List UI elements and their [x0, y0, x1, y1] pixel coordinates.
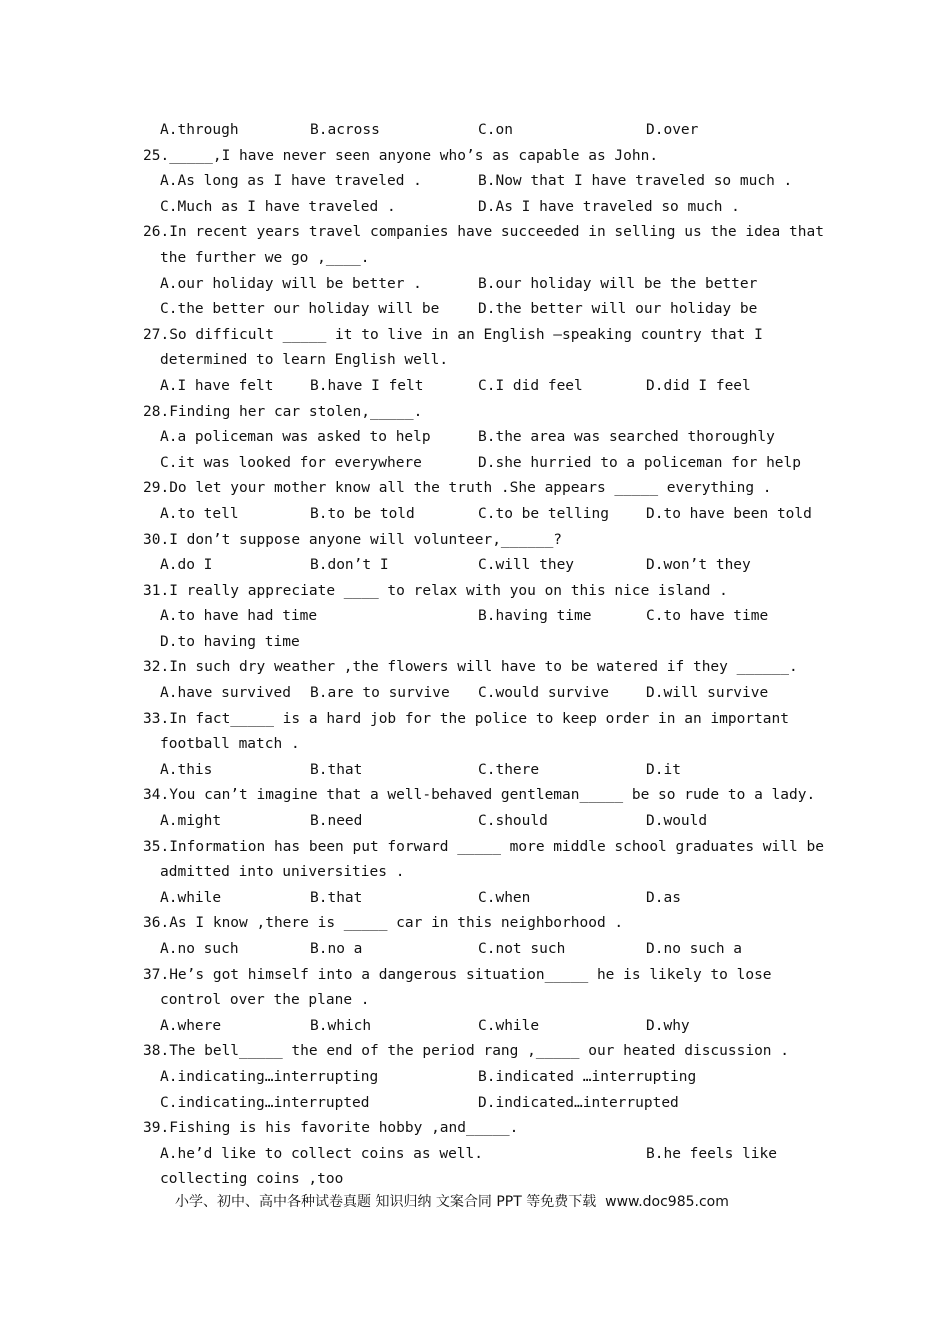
q27-stem-1-text-0: 27.So difficult _____ it to live in an English –speaking country that I	[143, 326, 763, 343]
q30-options	[0, 553, 950, 579]
q25-stem-text-0: 25._____,I have never seen anyone who’s as capable as John.	[143, 147, 659, 164]
q33-stem-2	[0, 732, 950, 758]
q37-options-text-2: C.while	[478, 1017, 540, 1034]
q35-stem-2	[0, 860, 950, 886]
q29-options-text-0: A.to tell	[160, 505, 239, 522]
q33-stem-1	[0, 707, 950, 733]
q34-options-text-3: D.would	[646, 813, 708, 830]
q26-options-1	[0, 272, 950, 298]
q29-options	[0, 502, 950, 528]
q28-options-1	[0, 425, 950, 451]
q38-options-2-text-1: D.indicated…interrupted	[478, 1094, 679, 1111]
q34-options-text-0: A.might	[160, 813, 222, 830]
q26-options-1-text-1: B.our holiday will be the better	[478, 275, 758, 292]
q34-options-text-2: C.should	[478, 813, 548, 830]
q25-options-2	[0, 195, 950, 221]
q28-stem	[0, 400, 950, 426]
q38-options-1-text-1: B.indicated …interrupting	[478, 1068, 697, 1085]
q33-options-text-1: B.that	[310, 761, 363, 778]
q30-stem	[0, 528, 950, 554]
q39-options-1-text-1: B.he feels like	[646, 1145, 777, 1162]
q37-stem-2	[0, 988, 950, 1014]
q36-options-text-0: A.no such	[160, 941, 239, 957]
q38-options-1	[0, 1065, 950, 1091]
q33-stem-1-text-0: 33.In fact_____ is a hard job for the police to keep order in an important	[143, 710, 790, 727]
q24-options-text-1: B.across	[310, 122, 380, 138]
q33-options-text-3: D.it	[646, 761, 681, 778]
q32-stem	[0, 655, 950, 681]
q39-options-2-text-0: collecting coins ,too	[160, 1171, 344, 1188]
q29-options-text-1: B.to be told	[310, 505, 415, 522]
q34-options-text-1: B.need	[310, 813, 363, 830]
q26-options-2	[0, 297, 950, 323]
q25-options-2-text-0: C.Much as I have traveled .	[160, 198, 396, 215]
q26-stem-1-text-0: 26.In recent years travel companies have succeeded in selling us the idea that	[143, 224, 824, 241]
q37-options	[0, 1014, 950, 1040]
q36-options-text-3: D.no such a	[646, 941, 743, 957]
q26-stem-2	[0, 246, 950, 272]
q27-options-text-0: A.I have felt	[160, 377, 274, 394]
q32-options-text-0: A.have survived	[160, 685, 291, 702]
q27-options-text-3: D.did I feel	[646, 377, 751, 394]
q28-options-2	[0, 451, 950, 477]
q31-stem-text-0: 31.I really appreciate ____ to relax with you on this nice island .	[143, 582, 728, 599]
q26-stem-2-text-0: the further we go ,____.	[160, 249, 370, 266]
q36-stem-text-0: 36.As I know ,there is _____ car in this neighborhood .	[143, 915, 624, 932]
q26-options-2-text-0: C.the better our holiday will be	[160, 301, 440, 318]
q37-options-text-0: A.where	[160, 1017, 222, 1034]
footer-watermark: 小学、初中、高中各种试卷真题 知识归纳 文案合同 PPT 等免费下载 www.doc985.com	[175, 1194, 729, 1210]
q36-options-text-1: B.no a	[310, 941, 363, 957]
q28-options-1-text-0: A.a policeman was asked to help	[160, 429, 431, 446]
q37-options-text-3: D.why	[646, 1017, 690, 1034]
q25-options-2-text-1: D.As I have traveled so much .	[478, 198, 740, 215]
q39-stem-text-0: 39.Fishing is his favorite hobby ,and_____.	[143, 1120, 519, 1137]
q30-options-text-2: C.will they	[478, 557, 575, 574]
q33-options	[0, 758, 950, 784]
q26-options-1-text-0: A.our holiday will be better .	[160, 275, 422, 292]
q30-stem-text-0: 30.I don’t suppose anyone will volunteer,______?	[143, 531, 563, 548]
q32-options	[0, 681, 950, 707]
q35-options-text-1: B.that	[310, 889, 363, 906]
q31-options-1	[0, 604, 950, 630]
q33-options-text-2: C.there	[478, 761, 540, 778]
q37-options-text-1: B.which	[310, 1017, 372, 1034]
q24-options-text-3: D.over	[646, 122, 699, 138]
q35-stem-2-text-0: admitted into universities .	[160, 864, 405, 881]
q28-options-2-text-0: C.it was looked for everywhere	[160, 454, 422, 471]
q27-options-text-1: B.have I felt	[310, 377, 424, 394]
q37-stem-1	[0, 963, 950, 989]
q28-stem-text-0: 28.Finding her car stolen,_____.	[143, 403, 423, 420]
q29-options-text-2: C.to be telling	[478, 505, 609, 522]
q29-options-text-3: D.to have been told	[646, 505, 812, 522]
q32-options-text-2: C.would survive	[478, 685, 609, 702]
q24-options-text-2: C.on	[478, 122, 513, 138]
q31-options-2-text-0: D.to having time	[160, 633, 300, 650]
q35-stem-1	[0, 835, 950, 861]
q36-stem	[0, 911, 950, 937]
q31-options-1-text-1: B.having time	[478, 608, 592, 625]
q24-options-text-0: A.through	[160, 122, 239, 138]
q32-stem-text-0: 32.In such dry weather ,the flowers will have to be watered if they ______.	[143, 659, 798, 676]
q38-options-2	[0, 1091, 950, 1117]
q39-options-1-text-0: A.he’d like to collect coins as well.	[160, 1145, 484, 1162]
q30-options-text-1: B.don’t I	[310, 557, 389, 574]
q36-options	[0, 937, 950, 963]
q37-stem-1-text-0: 37.He’s got himself into a dangerous situation_____ he is likely to lose	[143, 966, 772, 983]
q31-options-1-text-2: C.to have time	[646, 608, 769, 625]
q24-options	[0, 118, 950, 144]
q28-options-1-text-1: B.the area was searched thoroughly	[478, 429, 775, 446]
q27-stem-2	[0, 348, 950, 374]
q32-options-text-1: B.are to survive	[310, 685, 450, 702]
q27-stem-1	[0, 323, 950, 349]
q35-options-text-2: C.when	[478, 889, 531, 906]
q35-options-text-3: D.as	[646, 889, 681, 906]
question-list	[0, 118, 950, 1193]
q36-options-text-2: C.not such	[478, 941, 566, 957]
q25-options-1	[0, 169, 950, 195]
q27-stem-2-text-0: determined to learn English well.	[160, 352, 449, 369]
q33-options-text-0: A.this	[160, 761, 213, 778]
q26-stem-1	[0, 220, 950, 246]
q38-stem-text-0: 38.The bell_____ the end of the period rang ,_____ our heated discussion .	[143, 1043, 790, 1060]
q31-options-2	[0, 630, 950, 656]
q33-stem-2-text-0: football match .	[160, 736, 300, 753]
q32-options-text-3: D.will survive	[646, 685, 769, 702]
q38-stem	[0, 1039, 950, 1065]
q30-options-text-3: D.won’t they	[646, 557, 751, 574]
q34-stem	[0, 783, 950, 809]
q31-options-1-text-0: A.to have had time	[160, 608, 318, 625]
q35-options-text-0: A.while	[160, 889, 222, 906]
q38-options-1-text-0: A.indicating…interrupting	[160, 1068, 379, 1085]
q30-options-text-0: A.do I	[160, 557, 213, 574]
q29-stem-text-0: 29.Do let your mother know all the truth .She appears _____ everything .	[143, 480, 772, 497]
q29-stem	[0, 476, 950, 502]
q25-stem	[0, 144, 950, 170]
q39-stem	[0, 1116, 950, 1142]
q25-options-1-text-1: B.Now that I have traveled so much .	[478, 173, 793, 190]
q34-options	[0, 809, 950, 835]
q35-options	[0, 886, 950, 912]
q27-options	[0, 374, 950, 400]
q28-options-2-text-1: D.she hurried to a policeman for help	[478, 454, 802, 471]
q37-stem-2-text-0: control over the plane .	[160, 992, 370, 1009]
q38-options-2-text-0: C.indicating…interrupted	[160, 1094, 370, 1111]
q35-stem-1-text-0: 35.Information has been put forward _____ more middle school graduates will be	[143, 838, 824, 855]
q34-stem-text-0: 34.You can’t imagine that a well-behaved gentleman_____ be so rude to a lady.	[143, 787, 816, 804]
q25-options-1-text-0: A.As long as I have traveled .	[160, 173, 422, 190]
q31-stem	[0, 579, 950, 605]
q39-options-1	[0, 1142, 950, 1168]
q26-options-2-text-1: D.the better will our holiday be	[478, 301, 758, 318]
q27-options-text-2: C.I did feel	[478, 377, 583, 394]
